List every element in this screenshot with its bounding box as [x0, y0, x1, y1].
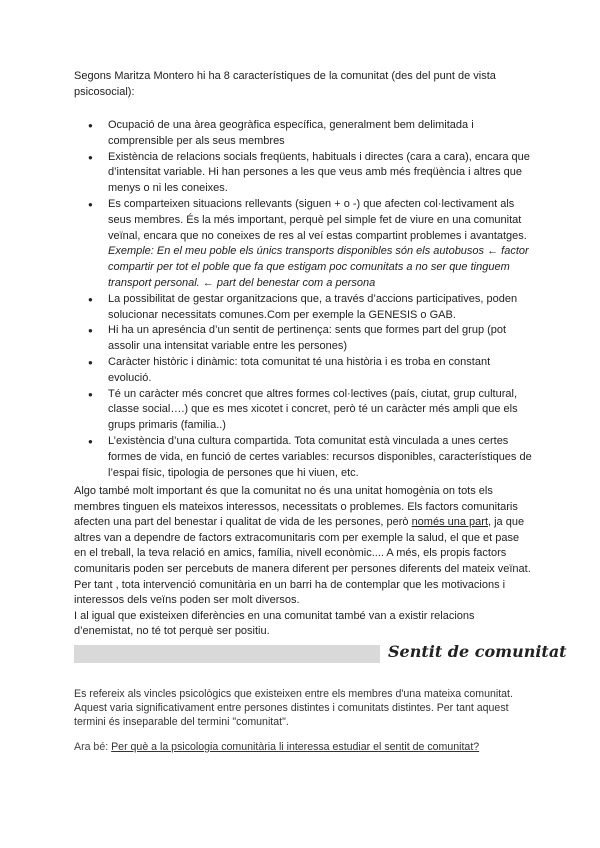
list-item-text: Té un caràcter més concret que altres formes col·lectives (país, ciutat, grup cultural, classe social….) que es mes xicotet i concret, però té un caràcter més ampli que els grups primaris (familia..): [108, 387, 518, 432]
body-paragraph: [74, 484, 534, 640]
list-item: [88, 387, 534, 434]
list-item-text: Existència de relacions socials freqüents, habituals i directes (cara a cara), encara que d’intensitat variable. Hi han persones a les que veus amb més freqüència i altres que menys o ni les coneixes.: [108, 150, 530, 195]
question-prefix: Ara bé:: [74, 741, 112, 753]
list-item: [88, 118, 534, 150]
list-item: [88, 292, 534, 324]
list-item-text: L’existència d’una cultura compartida. Tota comunitat està vinculada a unes certes formes de vida, en funció de certes variables: recursos disponibles, característiques de l’espai físic, tipologia de persones que hi viuen, etc.: [108, 434, 532, 479]
list-item-text: Es comparteixen situacions rellevants (siguen + o -) que afecten col·lectivament als seus membres. És la més important, perquè pel simple fet de viure en una comunitat veïnal, encara que no coneixes de res al veí estas compartint problemes i avantatges.: [108, 197, 527, 242]
example-note: Exemple: En el meu poble els únics transports disponibles són els autobusos ← factor compartir per tot el poble que fa que estigam poc comunitats a no ser que tinguem transport personal. ← part del benestar com a persona: [108, 245, 529, 289]
list-item: [88, 150, 534, 197]
underlined-phrase: només una part: [411, 516, 488, 529]
list-item-text: Caràcter històric i dinàmic: tota comunitat té una història i es troba en constant evolució.: [108, 355, 491, 384]
section-heading-bar: [74, 645, 380, 663]
paragraph-extra: I al igual que existeixen diferències en una comunitat també van a existir relacions d’enemistat, no té tot perquè ser positiu.: [74, 609, 475, 638]
paragraph-text-after: , ja que altres van a dependre de factors extracomunitaris com per exemple la salud, el que et pase en el treball, la teva relació en amics, família, nivell econòmic.... A més, els propis factors comunitaris poden ser percebuts de manera diferent per persones diferents del mateix veïnat. Per tant , tota intervenció comunitària en un barri ha de contemplar que les motivacions i interessos dels veïns poden ser molt diversos.: [74, 516, 531, 607]
section-heading: Sentit de comunitat: [388, 642, 567, 661]
list-item: [88, 434, 534, 481]
list-item: [88, 323, 534, 355]
definition-text: Es refereix als vincles psicològics que existeixen entre els membres d'una mateixa comunitat. Aquest varia significativament entre persones distintes i comunitats distintes. Per tant aquest termini és inseparable del termini "comunitat".: [74, 688, 513, 728]
list-item: [88, 355, 534, 387]
intro-text: Segons Maritza Montero hi ha 8 característiques de la comunitat (des del punt de vista psicosocial):: [74, 70, 496, 98]
question-paragraph: [74, 740, 534, 754]
list-item-text: Ocupació de una àrea geogràfica específica, generalment bem delimitada i comprensible per als seus membres: [108, 119, 474, 147]
list-item-text: Hi ha un apreséncia d’un sentit de pertinença: sents que formes part del grup (pot assolir una intensitat variable entre les persones): [108, 324, 507, 353]
list-item: [88, 197, 534, 292]
question-text: Per què a la psicologia comunitària li interessa estudiar el sentit de comunitat?: [111, 741, 480, 753]
paragraph-text-before: Algo també molt important és que la comunitat no és una unitat homogènia on tots els membres tinguen els mateixos interessos, necessitats o problemes. Els factors comunitaris afecten una part del benestar i qualitat de vida de les persones, però: [74, 485, 518, 529]
characteristics-list: [88, 118, 534, 481]
list-item-text: La possibilitat de gestar organitzacions que, a través d’accions participatives, poden solucionar necessitats comunes.Com per exemple la GENESIS o GAB.: [108, 292, 518, 321]
